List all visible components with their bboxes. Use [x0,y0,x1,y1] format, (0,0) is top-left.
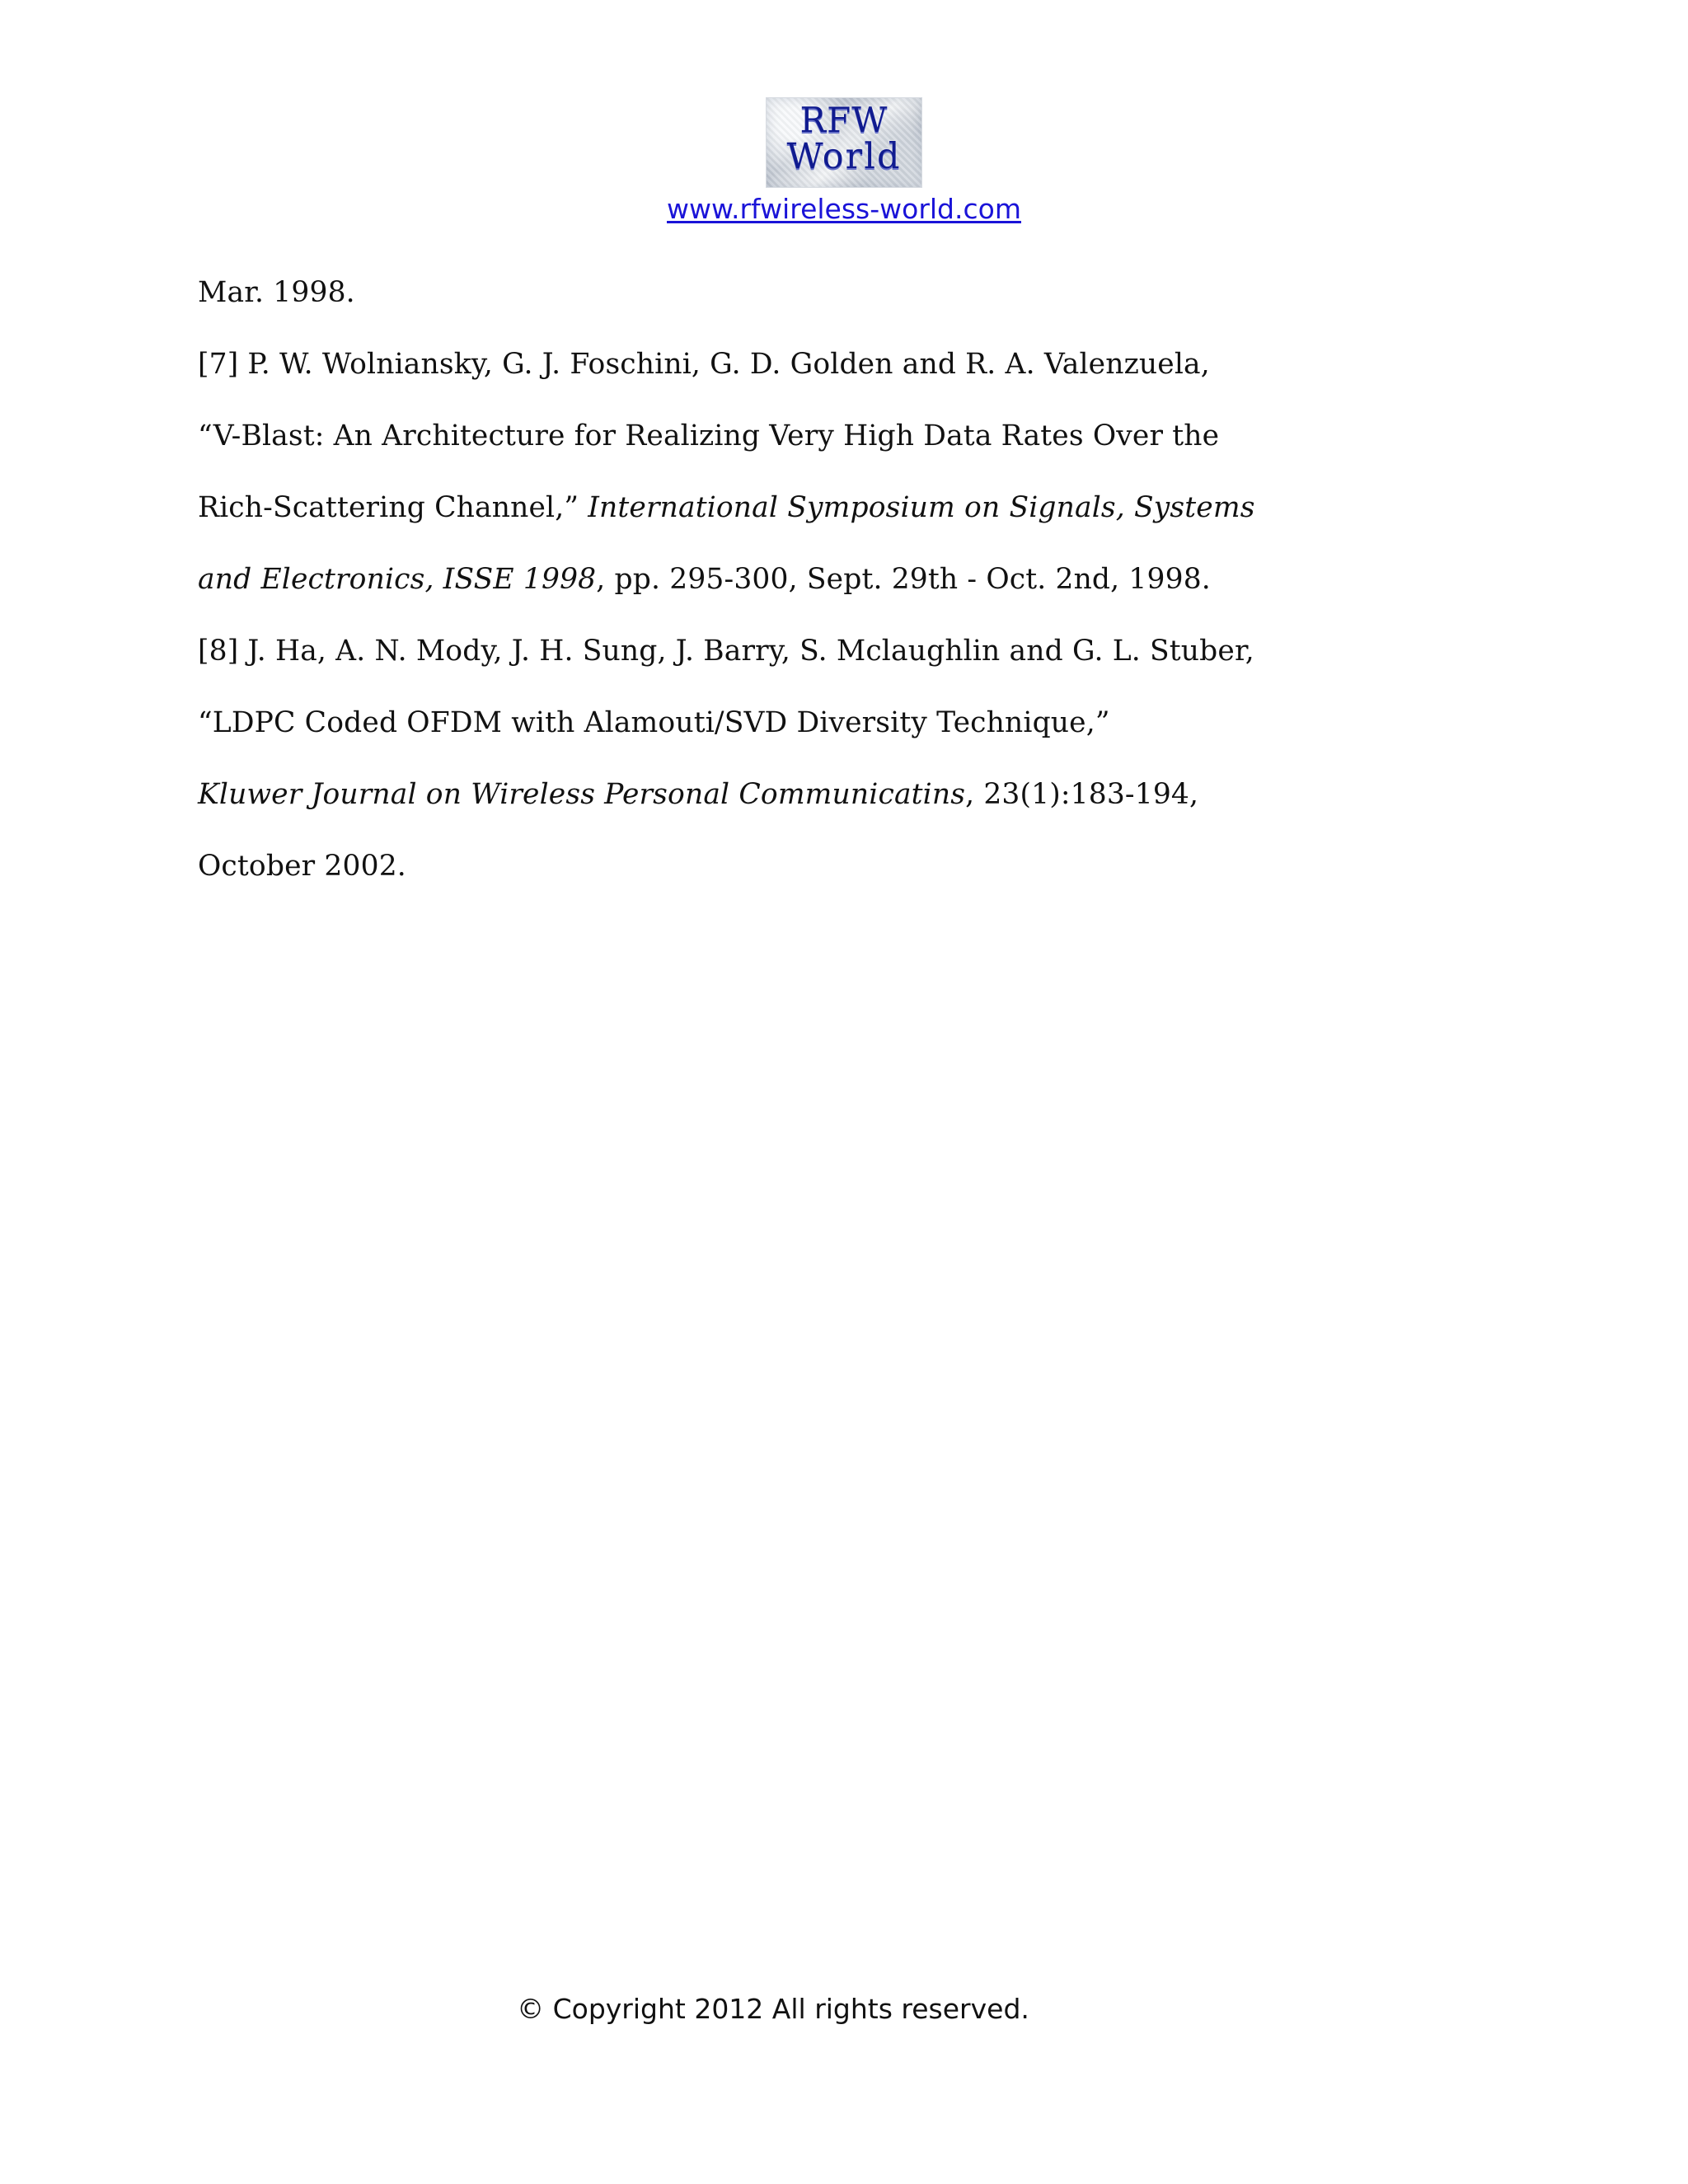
reference-text [198,257,1255,902]
reference-text-segment: , pp. 295-300, Sept. 29th - Oct. 2nd, 1998. [596,563,1211,596]
reference-italic-segment: International Symposium on Signals, Systems [588,491,1255,524]
reference-text-segment: October 2002. [198,850,406,883]
copyright-footer: © Copyright 2012 All rights reserved. [517,1993,1029,2025]
reference-text-segment: “LDPC Coded OFDM with Alamouti/SVD Diversity Technique,” [198,706,1110,739]
reference-text-segment: “V-Blast: An Architecture for Realizing Very High Data Rates Over the [198,419,1220,452]
reference-text-segment: , 23(1):183-194, [965,778,1199,811]
reference-line-4 [198,472,1255,544]
reference-line-6 [198,616,1254,687]
reference-text-segment: Mar. 1998. [198,276,355,309]
reference-line-7 [198,687,1236,759]
reference-line-2 [198,329,1236,401]
reference-line-8 [198,759,1236,831]
reference-italic-segment: Kluwer Journal on Wireless Personal Communicatins [198,778,966,811]
reference-line-3 [198,401,1236,472]
reference-italic-segment: and Electronics, ISSE 1998 [198,563,597,596]
website-link[interactable]: www.rfwireless-world.com [667,193,1021,225]
reference-line-9 [198,831,1236,902]
reference-line-5 [198,544,1236,616]
logo-text-rfw: RFW [799,100,889,140]
reference-line-1 [198,257,1236,329]
page-header [0,97,1688,226]
reference-text-segment: [8] J. Ha, A. N. Mody, J. H. Sung, J. Barry, S. Mclaughlin and G. L. Stuber, [198,635,1254,668]
rfw-world-logo [766,97,922,188]
reference-text-segment: [7] P. W. Wolniansky, G. J. Foschini, G. D. Golden and R. A. Valenzuela, [198,348,1210,381]
logo-text-world: World [786,136,902,177]
reference-text-segment: Rich-Scattering Channel,” [198,491,588,524]
